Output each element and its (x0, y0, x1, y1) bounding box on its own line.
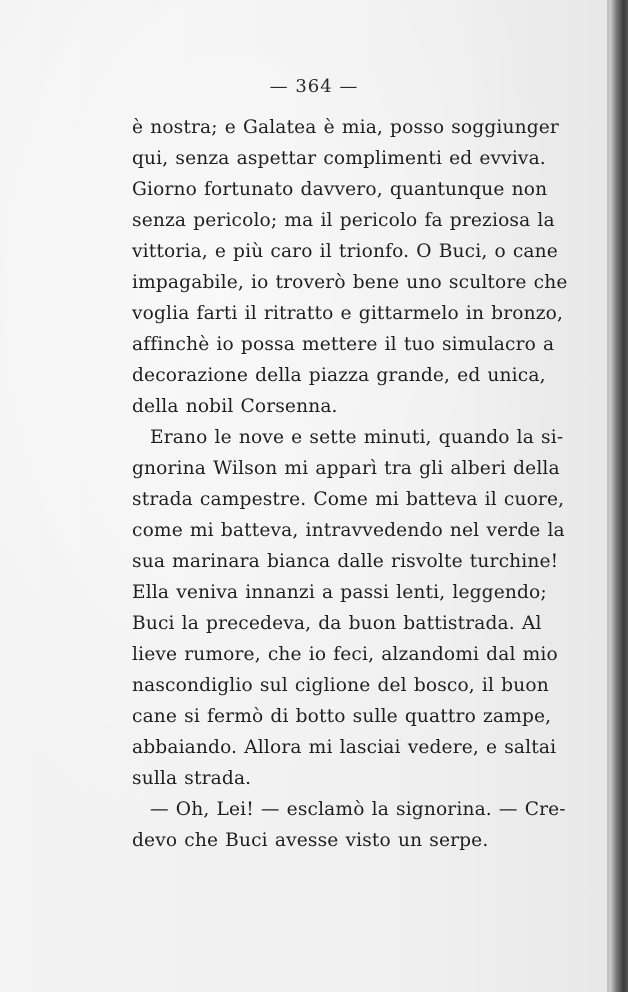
text-line: nascondiglio sul ciglione del bosco, il buon (132, 675, 549, 696)
body-text (132, 112, 568, 856)
text-line: sua marinara bianca dalle risvolte turchine! (132, 551, 559, 572)
text-line: decorazione della piazza grande, ed unica, (132, 365, 546, 386)
text-line: senza pericolo; ma il pericolo fa preziosa la (132, 210, 555, 231)
text-line: lieve rumore, che io feci, alzandomi dal mio (132, 644, 558, 665)
text-line: — Oh, Lei! — esclamò la signorina. — Cre- (150, 799, 566, 820)
text-line: gnorina Wilson mi apparì tra gli alberi della (132, 458, 560, 479)
page-number: — 364 — (269, 76, 359, 97)
text-line: strada campestre. Come mi batteva il cuore, (132, 489, 565, 510)
text-line: abbaiando. Allora mi lasciai vedere, e saltai (132, 737, 557, 758)
binding-edge (610, 0, 628, 992)
text-line: impagabile, io troverò bene uno scultore che (132, 272, 568, 293)
text-line: Giorno fortunato davvero, quantunque non (132, 179, 548, 200)
text-line: della nobil Corsenna. (132, 396, 338, 417)
paragraph-3 (132, 794, 566, 856)
text-line: come mi batteva, intravvedendo nel verde la (132, 520, 565, 541)
text-line: Ella veniva innanzi a passi lenti, leggendo; (132, 582, 547, 603)
text-line: Buci la precedeva, da buon battistrada. Al (132, 613, 542, 634)
text-line: Erano le nove e sette minuti, quando la si- (150, 427, 564, 448)
text-line: voglia farti il ritratto e gittarmelo in bronzo, (132, 303, 564, 324)
text-line: devo che Buci avesse visto un serpe. (132, 830, 489, 851)
paragraph-2 (132, 422, 565, 794)
paragraph-1 (132, 112, 568, 422)
text-line: cane si fermò di botto sulle quattro zampe, (132, 706, 552, 727)
text-line: qui, senza aspettar complimenti ed evviva. (132, 148, 546, 169)
text-line: vittoria, e più caro il trionfo. O Buci, o cane (132, 241, 558, 262)
text-line: è nostra; e Galatea è mia, posso soggiunger (132, 117, 559, 138)
text-line: affinchè io possa mettere il tuo simulacro a (132, 334, 555, 355)
text-line: sulla strada. (132, 768, 252, 789)
